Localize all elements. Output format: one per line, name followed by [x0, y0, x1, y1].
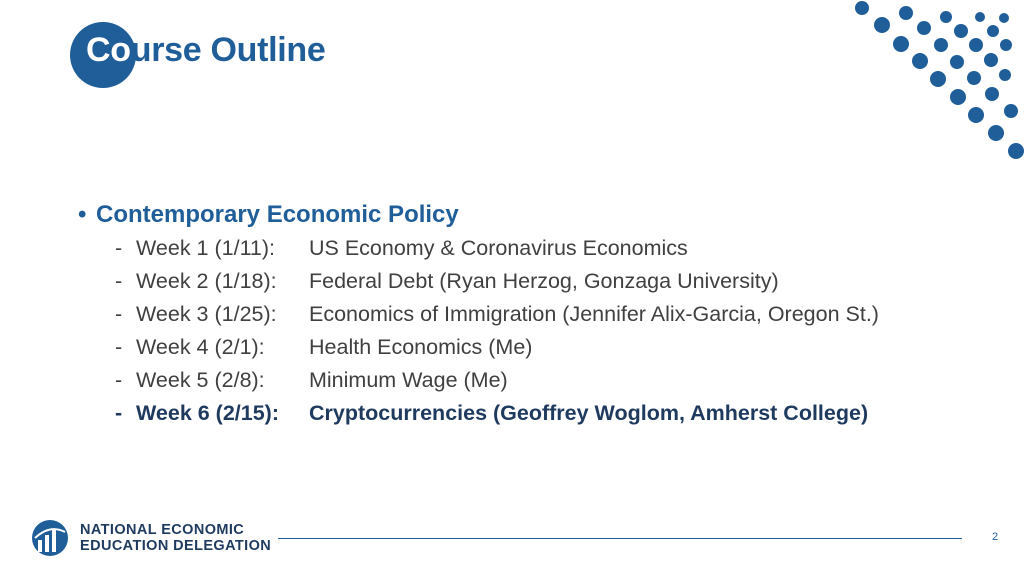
org-name [80, 522, 271, 554]
week-label: Week 3 (1/25): [136, 302, 277, 326]
list-dash: - [115, 335, 123, 359]
schedule-item [78, 331, 978, 364]
list-dash: - [115, 368, 123, 392]
week-label: Week 5 (2/8): [136, 368, 265, 392]
week-topic: Health Economics (Me) [309, 335, 533, 359]
footer-divider [278, 538, 962, 539]
bullet-heading [78, 198, 978, 232]
week-topic: US Economy & Coronavirus Economics [309, 236, 688, 260]
bullet-heading-text: Contemporary Economic Policy [96, 201, 459, 228]
bullet-dot-icon: • [78, 201, 87, 228]
schedule-item [78, 364, 978, 397]
schedule-item-current [78, 397, 978, 430]
week-topic: Federal Debt (Ryan Herzog, Gonzaga University) [309, 269, 779, 293]
list-dash: - [115, 302, 123, 326]
week-label: Week 4 (2/1): [136, 335, 265, 359]
schedule-item [78, 298, 978, 331]
list-dash: - [115, 401, 123, 425]
week-label: Week 1 (1/11): [136, 236, 276, 260]
schedule-item [78, 265, 978, 298]
list-dash: - [115, 269, 123, 293]
title-lead: Co [86, 31, 131, 69]
slide-content [78, 198, 978, 430]
list-dash: - [115, 236, 123, 260]
title-rest: urse Outline [130, 31, 326, 69]
week-topic: Minimum Wage (Me) [309, 368, 508, 392]
globe-logo-icon [30, 518, 70, 558]
dot-pattern-decoration [840, 0, 1024, 170]
org-name-line2: EDUCATION DELEGATION [80, 538, 272, 554]
week-topic: Cryptocurrencies (Geoffrey Woglom, Amherst College) [309, 401, 869, 425]
page-number: 2 [992, 531, 999, 543]
schedule-item [78, 232, 978, 265]
page-title [86, 31, 326, 70]
org-name-line1: NATIONAL ECONOMIC [80, 522, 245, 538]
week-label: Week 6 (2/15): [136, 401, 280, 425]
week-topic: Economics of Immigration (Jennifer Alix-Garcia, Oregon St.) [309, 302, 879, 326]
week-label: Week 2 (1/18): [136, 269, 277, 293]
